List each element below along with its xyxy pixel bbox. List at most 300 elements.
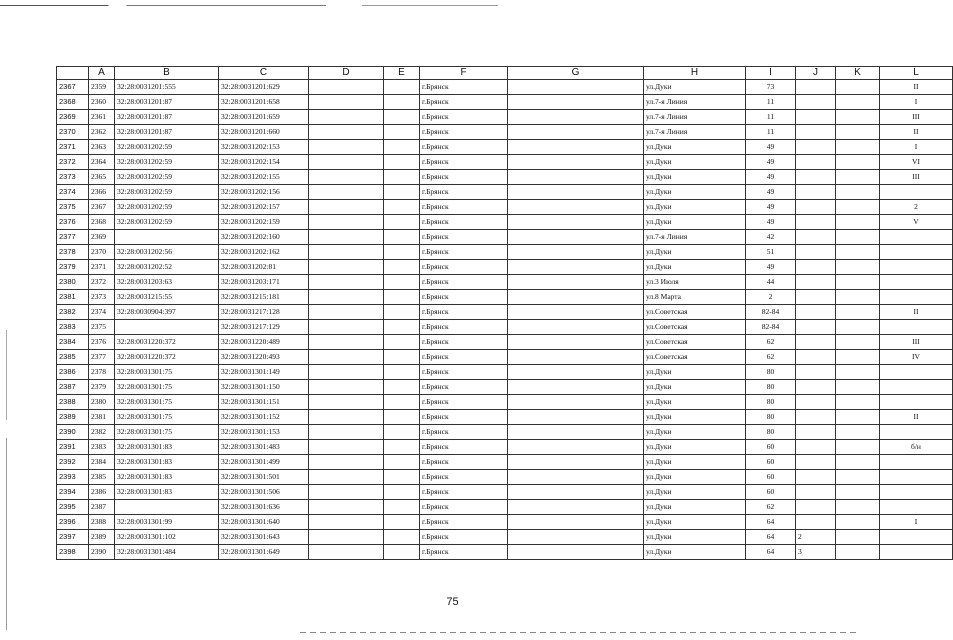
cadastral-parcel-cell: 32:28:0031202:59 bbox=[115, 170, 219, 185]
row-number-cell: 2390 bbox=[57, 425, 89, 440]
col-d-cell bbox=[309, 185, 384, 200]
roman-numeral-cell bbox=[880, 230, 953, 245]
cadastral-parcel-cell: 32:28:0031220:372 bbox=[115, 350, 219, 365]
street-cell: ул.Дуки bbox=[644, 470, 746, 485]
row-number-cell: 2396 bbox=[57, 515, 89, 530]
col-k-cell bbox=[836, 485, 880, 500]
table-row bbox=[57, 440, 953, 455]
col-g-cell bbox=[508, 215, 644, 230]
col-k-cell bbox=[836, 470, 880, 485]
cadastral-parcel-cell: 32:28:0031301:75 bbox=[115, 410, 219, 425]
index-cell: 2380 bbox=[89, 395, 115, 410]
table-row bbox=[57, 245, 953, 260]
table-row bbox=[57, 110, 953, 125]
table-row bbox=[57, 515, 953, 530]
col-g-cell bbox=[508, 155, 644, 170]
col-g-cell bbox=[508, 500, 644, 515]
street-cell: ул.7-я Линия bbox=[644, 125, 746, 140]
cadastral-parcel-cell bbox=[115, 500, 219, 515]
col-d-cell bbox=[309, 290, 384, 305]
cadastral-object-cell: 32:28:0031220:493 bbox=[219, 350, 309, 365]
col-g-cell bbox=[508, 230, 644, 245]
col-k-cell bbox=[836, 515, 880, 530]
col-e-cell bbox=[384, 545, 420, 560]
street-cell: ул.Советская bbox=[644, 305, 746, 320]
table-row bbox=[57, 275, 953, 290]
index-cell: 2368 bbox=[89, 215, 115, 230]
house-number-cell: 44 bbox=[746, 275, 796, 290]
col-d-cell bbox=[309, 440, 384, 455]
cadastral-parcel-cell: 32:28:0031202:59 bbox=[115, 140, 219, 155]
house-number-cell: 49 bbox=[746, 170, 796, 185]
house-number-cell: 49 bbox=[746, 155, 796, 170]
index-cell: 2363 bbox=[89, 140, 115, 155]
col-g-cell bbox=[508, 395, 644, 410]
index-cell: 2374 bbox=[89, 305, 115, 320]
cadastral-parcel-cell bbox=[115, 230, 219, 245]
column-header-row bbox=[57, 67, 953, 80]
cadastral-object-cell: 32:28:0031301:649 bbox=[219, 545, 309, 560]
col-k-cell bbox=[836, 380, 880, 395]
street-cell: ул.7-я Линия bbox=[644, 95, 746, 110]
street-cell: ул.Дуки bbox=[644, 185, 746, 200]
roman-numeral-cell: III bbox=[880, 335, 953, 350]
cadastral-parcel-cell: 32:28:0031301:102 bbox=[115, 530, 219, 545]
cadastral-object-cell: 32:28:0031203:171 bbox=[219, 275, 309, 290]
cadastral-parcel-cell: 32:28:0031301:83 bbox=[115, 455, 219, 470]
cadastral-object-cell: 32:28:0031301:636 bbox=[219, 500, 309, 515]
roman-numeral-cell bbox=[880, 500, 953, 515]
city-cell: г.Брянск bbox=[420, 260, 508, 275]
col-k-cell bbox=[836, 290, 880, 305]
index-cell: 2370 bbox=[89, 245, 115, 260]
col-e-cell bbox=[384, 95, 420, 110]
col-e-cell bbox=[384, 80, 420, 95]
index-cell: 2371 bbox=[89, 260, 115, 275]
col-g-cell bbox=[508, 440, 644, 455]
col-g-cell bbox=[508, 290, 644, 305]
col-k-cell bbox=[836, 155, 880, 170]
roman-numeral-cell bbox=[880, 245, 953, 260]
col-j-cell bbox=[796, 95, 836, 110]
city-cell: г.Брянск bbox=[420, 530, 508, 545]
cadastral-parcel-cell: 32:28:0031202:59 bbox=[115, 155, 219, 170]
roman-numeral-cell: II bbox=[880, 410, 953, 425]
row-number-cell: 2397 bbox=[57, 530, 89, 545]
cadastral-parcel-cell: 32:28:0031202:52 bbox=[115, 260, 219, 275]
column-header-d: D bbox=[309, 67, 384, 80]
street-cell: ул.3 Июля bbox=[644, 275, 746, 290]
col-k-cell bbox=[836, 425, 880, 440]
roman-numeral-cell: I bbox=[880, 95, 953, 110]
table-row bbox=[57, 410, 953, 425]
col-g-cell bbox=[508, 455, 644, 470]
index-cell: 2385 bbox=[89, 470, 115, 485]
col-g-cell bbox=[508, 365, 644, 380]
col-e-cell bbox=[384, 350, 420, 365]
row-number-cell: 2391 bbox=[57, 440, 89, 455]
col-d-cell bbox=[309, 335, 384, 350]
roman-numeral-cell bbox=[880, 425, 953, 440]
col-g-cell bbox=[508, 80, 644, 95]
col-k-cell bbox=[836, 410, 880, 425]
index-cell: 2365 bbox=[89, 170, 115, 185]
row-number-cell: 2393 bbox=[57, 470, 89, 485]
cadastral-object-cell: 32:28:0031202:153 bbox=[219, 140, 309, 155]
col-k-cell bbox=[836, 185, 880, 200]
cadastral-parcel-cell: 32:28:0031201:87 bbox=[115, 95, 219, 110]
col-g-cell bbox=[508, 530, 644, 545]
cadastral-parcel-cell: 32:28:0031201:555 bbox=[115, 80, 219, 95]
col-e-cell bbox=[384, 485, 420, 500]
col-d-cell bbox=[309, 380, 384, 395]
cadastral-parcel-cell: 32:28:0031301:75 bbox=[115, 380, 219, 395]
house-number-cell: 82-84 bbox=[746, 305, 796, 320]
col-k-cell bbox=[836, 530, 880, 545]
column-header-g: G bbox=[508, 67, 644, 80]
col-g-cell bbox=[508, 545, 644, 560]
index-cell: 2361 bbox=[89, 110, 115, 125]
row-number-cell: 2389 bbox=[57, 410, 89, 425]
cadastral-parcel-cell bbox=[115, 320, 219, 335]
col-j-cell bbox=[796, 215, 836, 230]
col-e-cell bbox=[384, 440, 420, 455]
cadastral-object-cell: 32:28:0031201:659 bbox=[219, 110, 309, 125]
col-j-cell bbox=[796, 455, 836, 470]
col-d-cell bbox=[309, 305, 384, 320]
col-e-cell bbox=[384, 305, 420, 320]
street-cell: ул.Дуки bbox=[644, 410, 746, 425]
col-d-cell bbox=[309, 530, 384, 545]
row-number-cell: 2388 bbox=[57, 395, 89, 410]
house-number-cell: 64 bbox=[746, 545, 796, 560]
row-number-cell: 2373 bbox=[57, 170, 89, 185]
col-g-cell bbox=[508, 125, 644, 140]
col-g-cell bbox=[508, 200, 644, 215]
street-cell: ул.7-я Линия bbox=[644, 110, 746, 125]
col-j-cell bbox=[796, 125, 836, 140]
table-row bbox=[57, 80, 953, 95]
cadastral-object-cell: 32:28:0031301:149 bbox=[219, 365, 309, 380]
col-j-cell bbox=[796, 110, 836, 125]
street-cell: ул.Дуки bbox=[644, 140, 746, 155]
col-k-cell bbox=[836, 335, 880, 350]
col-d-cell bbox=[309, 110, 384, 125]
table-row bbox=[57, 530, 953, 545]
col-j-cell bbox=[796, 380, 836, 395]
col-g-cell bbox=[508, 245, 644, 260]
col-d-cell bbox=[309, 320, 384, 335]
table-row bbox=[57, 185, 953, 200]
col-g-cell bbox=[508, 485, 644, 500]
col-e-cell bbox=[384, 365, 420, 380]
roman-numeral-cell bbox=[880, 470, 953, 485]
street-cell: ул.Дуки bbox=[644, 545, 746, 560]
city-cell: г.Брянск bbox=[420, 350, 508, 365]
roman-numeral-cell: 2 bbox=[880, 200, 953, 215]
house-number-cell: 80 bbox=[746, 425, 796, 440]
table-row bbox=[57, 260, 953, 275]
column-header-c: C bbox=[219, 67, 309, 80]
roman-numeral-cell: II bbox=[880, 80, 953, 95]
table-row bbox=[57, 230, 953, 245]
city-cell: г.Брянск bbox=[420, 410, 508, 425]
col-g-cell bbox=[508, 410, 644, 425]
column-header-f: F bbox=[420, 67, 508, 80]
house-number-cell: 80 bbox=[746, 365, 796, 380]
col-d-cell bbox=[309, 455, 384, 470]
page-number: 75 bbox=[446, 596, 459, 608]
row-number-cell: 2369 bbox=[57, 110, 89, 125]
col-k-cell bbox=[836, 95, 880, 110]
table-row bbox=[57, 155, 953, 170]
col-d-cell bbox=[309, 80, 384, 95]
col-k-cell bbox=[836, 305, 880, 320]
index-cell: 2366 bbox=[89, 185, 115, 200]
column-header-b: B bbox=[115, 67, 219, 80]
cadastral-parcel-cell: 32:28:0031301:484 bbox=[115, 545, 219, 560]
col-e-cell bbox=[384, 260, 420, 275]
cadastral-parcel-cell: 32:28:0031215:55 bbox=[115, 290, 219, 305]
house-number-cell: 60 bbox=[746, 470, 796, 485]
street-cell: ул.Советская bbox=[644, 335, 746, 350]
cadastral-object-cell: 32:28:0031201:629 bbox=[219, 80, 309, 95]
city-cell: г.Брянск bbox=[420, 80, 508, 95]
roman-numeral-cell: б/н bbox=[880, 440, 953, 455]
street-cell: ул.Советская bbox=[644, 320, 746, 335]
col-g-cell bbox=[508, 170, 644, 185]
col-j-cell bbox=[796, 260, 836, 275]
row-number-cell: 2381 bbox=[57, 290, 89, 305]
cadastral-object-cell: 32:28:0031301:151 bbox=[219, 395, 309, 410]
roman-numeral-cell: I bbox=[880, 140, 953, 155]
col-k-cell bbox=[836, 350, 880, 365]
scan-edge-bottom bbox=[300, 632, 860, 633]
col-j-cell: 3 bbox=[796, 545, 836, 560]
col-g-cell bbox=[508, 320, 644, 335]
cadastral-parcel-cell: 32:28:0031202:59 bbox=[115, 185, 219, 200]
cadastral-object-cell: 32:28:0031202:81 bbox=[219, 260, 309, 275]
cadastral-object-cell: 32:28:0031301:499 bbox=[219, 455, 309, 470]
cadastral-parcel-cell: 32:28:0031301:75 bbox=[115, 395, 219, 410]
house-number-cell: 49 bbox=[746, 200, 796, 215]
row-number-cell: 2394 bbox=[57, 485, 89, 500]
city-cell: г.Брянск bbox=[420, 485, 508, 500]
table-row bbox=[57, 350, 953, 365]
col-e-cell bbox=[384, 140, 420, 155]
city-cell: г.Брянск bbox=[420, 395, 508, 410]
col-j-cell bbox=[796, 200, 836, 215]
city-cell: г.Брянск bbox=[420, 515, 508, 530]
col-j-cell bbox=[796, 515, 836, 530]
house-number-cell: 11 bbox=[746, 125, 796, 140]
roman-numeral-cell bbox=[880, 395, 953, 410]
city-cell: г.Брянск bbox=[420, 470, 508, 485]
col-j-cell bbox=[796, 410, 836, 425]
cadastral-parcel-cell: 32:28:0031203:63 bbox=[115, 275, 219, 290]
street-cell: ул.7-я Линия bbox=[644, 230, 746, 245]
col-j-cell bbox=[796, 365, 836, 380]
col-g-cell bbox=[508, 185, 644, 200]
col-d-cell bbox=[309, 545, 384, 560]
col-j-cell bbox=[796, 470, 836, 485]
table-row bbox=[57, 125, 953, 140]
column-header-h: H bbox=[644, 67, 746, 80]
col-g-cell bbox=[508, 140, 644, 155]
col-j-cell bbox=[796, 170, 836, 185]
cadastral-object-cell: 32:28:0031217:128 bbox=[219, 305, 309, 320]
col-j-cell bbox=[796, 140, 836, 155]
column-header-k: K bbox=[836, 67, 880, 80]
col-g-cell bbox=[508, 335, 644, 350]
row-number-cell: 2371 bbox=[57, 140, 89, 155]
row-number-cell: 2375 bbox=[57, 200, 89, 215]
col-d-cell bbox=[309, 125, 384, 140]
street-cell: ул.Дуки bbox=[644, 455, 746, 470]
house-number-cell: 42 bbox=[746, 230, 796, 245]
roman-numeral-cell bbox=[880, 260, 953, 275]
col-d-cell bbox=[309, 140, 384, 155]
col-g-cell bbox=[508, 95, 644, 110]
roman-numeral-cell bbox=[880, 485, 953, 500]
street-cell: ул.Дуки bbox=[644, 485, 746, 500]
cadastral-parcel-cell: 32:28:0031202:56 bbox=[115, 245, 219, 260]
column-header-corner bbox=[57, 67, 89, 80]
street-cell: ул.Дуки bbox=[644, 215, 746, 230]
street-cell: ул.Дуки bbox=[644, 380, 746, 395]
col-k-cell bbox=[836, 125, 880, 140]
street-cell: ул.Дуки bbox=[644, 425, 746, 440]
col-k-cell bbox=[836, 260, 880, 275]
col-k-cell bbox=[836, 140, 880, 155]
table-row bbox=[57, 170, 953, 185]
index-cell: 2362 bbox=[89, 125, 115, 140]
index-cell: 2381 bbox=[89, 410, 115, 425]
col-k-cell bbox=[836, 110, 880, 125]
city-cell: г.Брянск bbox=[420, 215, 508, 230]
col-j-cell bbox=[796, 335, 836, 350]
row-number-cell: 2383 bbox=[57, 320, 89, 335]
city-cell: г.Брянск bbox=[420, 125, 508, 140]
street-cell: ул.Дуки bbox=[644, 440, 746, 455]
city-cell: г.Брянск bbox=[420, 335, 508, 350]
row-number-cell: 2387 bbox=[57, 380, 89, 395]
roman-numeral-cell: V bbox=[880, 215, 953, 230]
index-cell: 2367 bbox=[89, 200, 115, 215]
city-cell: г.Брянск bbox=[420, 200, 508, 215]
table-row bbox=[57, 455, 953, 470]
roman-numeral-cell: VI bbox=[880, 155, 953, 170]
street-cell: ул.Дуки bbox=[644, 170, 746, 185]
house-number-cell: 60 bbox=[746, 440, 796, 455]
house-number-cell: 51 bbox=[746, 245, 796, 260]
table-body bbox=[57, 80, 953, 560]
table-row bbox=[57, 365, 953, 380]
col-g-cell bbox=[508, 110, 644, 125]
col-d-cell bbox=[309, 155, 384, 170]
roman-numeral-cell bbox=[880, 365, 953, 380]
cadastral-object-cell: 32:28:0031201:660 bbox=[219, 125, 309, 140]
cadastral-parcel-cell: 32:28:0030904:397 bbox=[115, 305, 219, 320]
col-k-cell bbox=[836, 275, 880, 290]
col-k-cell bbox=[836, 440, 880, 455]
col-j-cell bbox=[796, 155, 836, 170]
column-header-j: J bbox=[796, 67, 836, 80]
index-cell: 2383 bbox=[89, 440, 115, 455]
col-k-cell bbox=[836, 245, 880, 260]
col-j-cell bbox=[796, 395, 836, 410]
col-k-cell bbox=[836, 365, 880, 380]
row-number-cell: 2398 bbox=[57, 545, 89, 560]
index-cell: 2369 bbox=[89, 230, 115, 245]
cadastral-parcel-cell: 32:28:0031220:372 bbox=[115, 335, 219, 350]
city-cell: г.Брянск bbox=[420, 455, 508, 470]
roman-numeral-cell: I bbox=[880, 515, 953, 530]
house-number-cell: 62 bbox=[746, 500, 796, 515]
row-number-cell: 2378 bbox=[57, 245, 89, 260]
city-cell: г.Брянск bbox=[420, 320, 508, 335]
house-number-cell: 80 bbox=[746, 410, 796, 425]
col-e-cell bbox=[384, 290, 420, 305]
col-k-cell bbox=[836, 455, 880, 470]
col-k-cell bbox=[836, 230, 880, 245]
col-j-cell bbox=[796, 290, 836, 305]
col-j-cell bbox=[796, 245, 836, 260]
index-cell: 2377 bbox=[89, 350, 115, 365]
col-e-cell bbox=[384, 125, 420, 140]
city-cell: г.Брянск bbox=[420, 365, 508, 380]
table-row bbox=[57, 395, 953, 410]
col-d-cell bbox=[309, 410, 384, 425]
col-e-cell bbox=[384, 230, 420, 245]
cadastral-object-cell: 32:28:0031301:152 bbox=[219, 410, 309, 425]
row-number-cell: 2377 bbox=[57, 230, 89, 245]
cadastral-object-cell: 32:28:0031301:506 bbox=[219, 485, 309, 500]
col-d-cell bbox=[309, 215, 384, 230]
col-d-cell bbox=[309, 350, 384, 365]
col-e-cell bbox=[384, 155, 420, 170]
col-e-cell bbox=[384, 335, 420, 350]
col-e-cell bbox=[384, 410, 420, 425]
index-cell: 2386 bbox=[89, 485, 115, 500]
cadastral-object-cell: 32:28:0031301:640 bbox=[219, 515, 309, 530]
col-g-cell bbox=[508, 515, 644, 530]
row-number-cell: 2380 bbox=[57, 275, 89, 290]
cadastral-object-cell: 32:28:0031301:483 bbox=[219, 440, 309, 455]
house-number-cell: 60 bbox=[746, 455, 796, 470]
col-d-cell bbox=[309, 365, 384, 380]
index-cell: 2373 bbox=[89, 290, 115, 305]
index-cell: 2390 bbox=[89, 545, 115, 560]
col-d-cell bbox=[309, 470, 384, 485]
col-k-cell bbox=[836, 200, 880, 215]
city-cell: г.Брянск bbox=[420, 170, 508, 185]
house-number-cell: 64 bbox=[746, 515, 796, 530]
scan-edge-top bbox=[0, 5, 905, 6]
index-cell: 2389 bbox=[89, 530, 115, 545]
col-e-cell bbox=[384, 200, 420, 215]
roman-numeral-cell bbox=[880, 530, 953, 545]
roman-numeral-cell bbox=[880, 320, 953, 335]
index-cell: 2375 bbox=[89, 320, 115, 335]
col-j-cell bbox=[796, 440, 836, 455]
col-d-cell bbox=[309, 260, 384, 275]
col-g-cell bbox=[508, 260, 644, 275]
index-cell: 2372 bbox=[89, 275, 115, 290]
col-e-cell bbox=[384, 275, 420, 290]
house-number-cell: 11 bbox=[746, 110, 796, 125]
col-d-cell bbox=[309, 230, 384, 245]
